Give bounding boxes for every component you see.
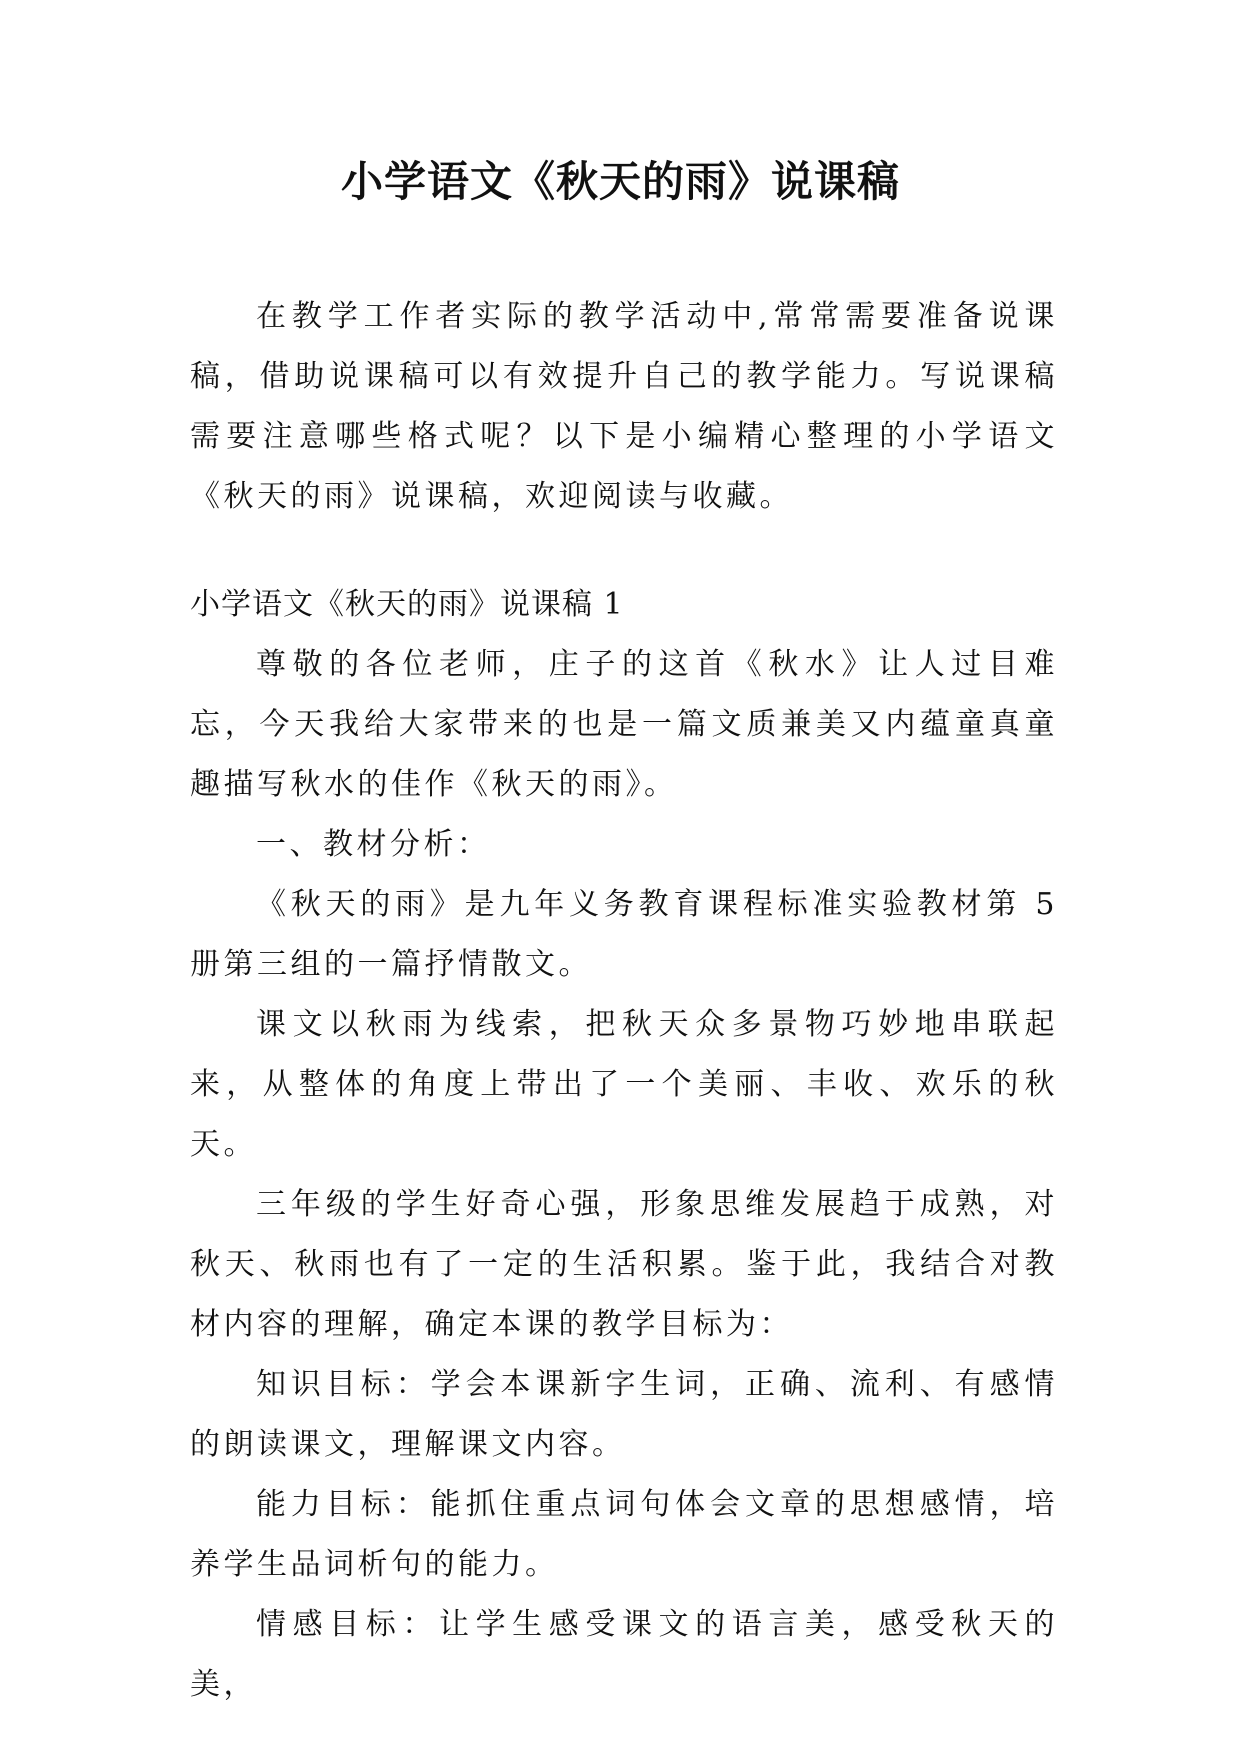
section-heading: 小学语文《秋天的雨》说课稿 1 — [190, 587, 624, 622]
paragraph-material-description: 《秋天的雨》是九年义务教育课程标准实验教材第 5 册第三组的一篇抒情散文。 — [190, 887, 1058, 982]
document-title: 小学语文《秋天的雨》说课稿 — [340, 157, 900, 206]
lesson-section — [190, 575, 1058, 1715]
paragraph-ability-goal: 能力目标：能抓住重点词句体会文章的思想感情，培养学生品词析句的能力。 — [190, 1487, 1058, 1582]
paragraph-greeting: 尊敬的各位老师，庄子的这首《秋水》让人过目难忘，今天我给大家带来的也是一篇文质兼美又内蕴童真童趣描写秋水的佳作《秋天的雨》。 — [190, 647, 1058, 802]
paragraph-text-structure: 课文以秋雨为线索，把秋天众多景物巧妙地串联起来，从整体的角度上带出了一个美丽、丰收、欢乐的秋天。 — [190, 1007, 1058, 1162]
intro-paragraph: 在教学工作者实际的教学活动中,常常需要准备说课稿，借助说课稿可以有效提升自己的教学能力。写说课稿需要注意哪些格式呢？以下是小编精心整理的小学语文《秋天的雨》说课稿，欢迎阅读与收藏。 — [190, 299, 1058, 514]
heading-material-analysis: 一、教材分析： — [256, 827, 491, 862]
paragraph-emotion-goal: 情感目标：让学生感受课文的语言美，感受秋天的美， — [190, 1607, 1058, 1702]
intro-block — [190, 287, 1058, 527]
paragraph-student-analysis: 三年级的学生好奇心强，形象思维发展趋于成熟，对秋天、秋雨也有了一定的生活积累。鉴于此，我结合对教材内容的理解，确定本课的教学目标为： — [190, 1187, 1058, 1342]
paragraph-knowledge-goal: 知识目标：学会本课新字生词，正确、流利、有感情的朗读课文，理解课文内容。 — [190, 1367, 1058, 1462]
